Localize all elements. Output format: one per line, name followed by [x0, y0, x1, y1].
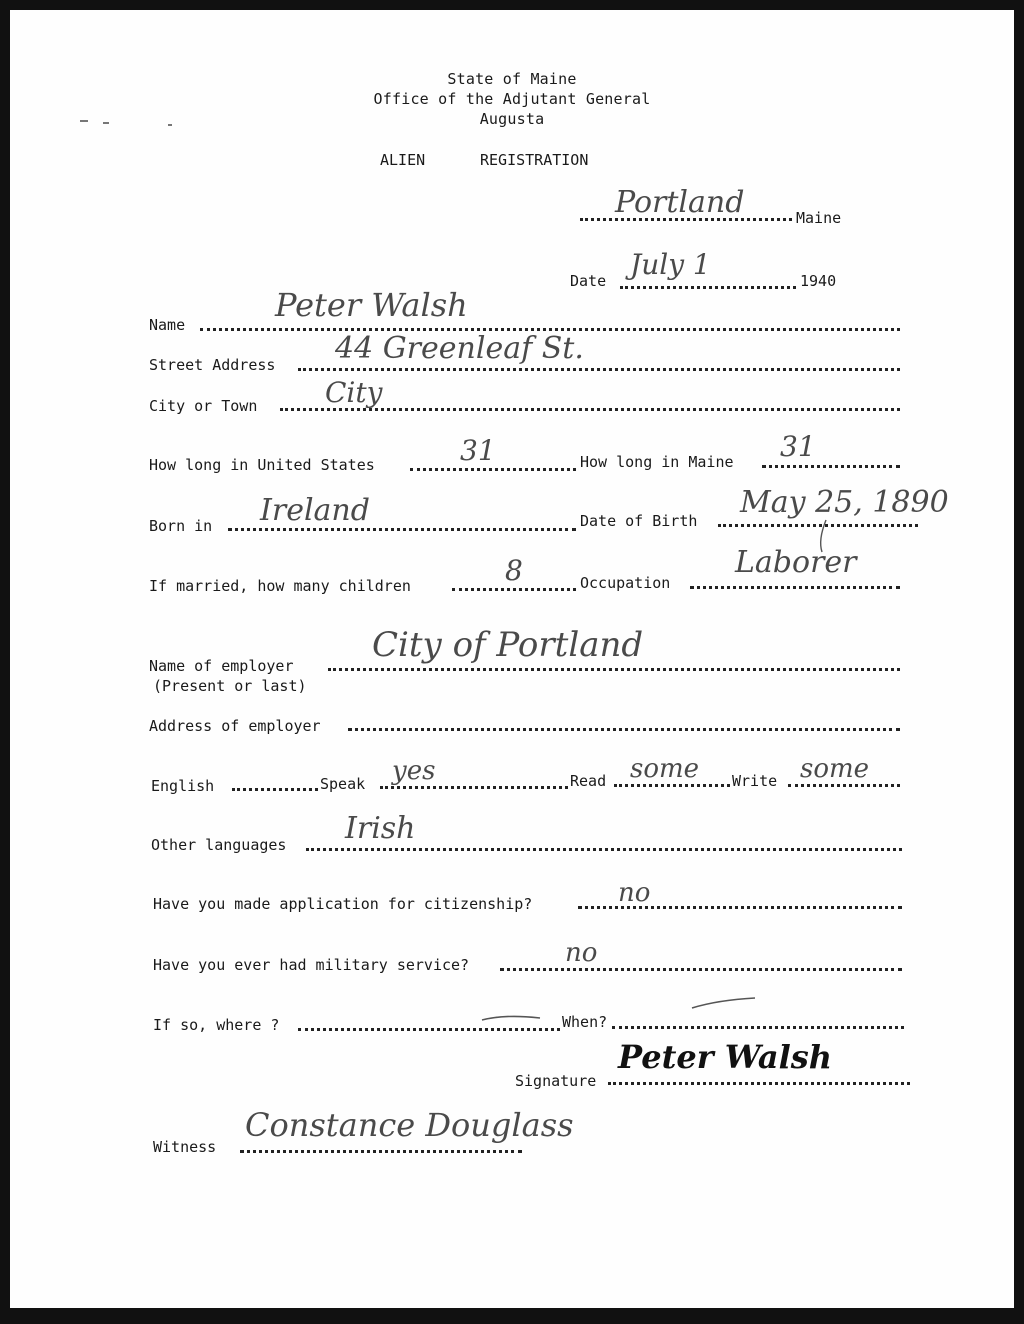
us-dots	[410, 468, 576, 471]
citizenship-label: Have you made application for citizenship?	[153, 895, 533, 913]
witness-value: Constance Douglass	[245, 1106, 574, 1144]
city-label: City or Town	[149, 397, 258, 415]
military-label: Have you ever had military service?	[153, 956, 470, 974]
read-value: some	[630, 754, 700, 784]
witness-label: Witness	[153, 1138, 217, 1156]
occupation-dots	[690, 586, 900, 589]
name-value: Peter Walsh	[275, 286, 468, 324]
header-city: Augusta	[479, 110, 545, 128]
title-alien: ALIEN	[380, 151, 426, 169]
date-year: 1940	[800, 272, 837, 290]
employer-address-label: Address of employer	[149, 717, 321, 735]
place-handwritten: Portland	[615, 185, 745, 220]
street-dots	[298, 368, 900, 371]
street-value: 44 Greenleaf St.	[335, 331, 584, 366]
born-dots	[228, 528, 576, 531]
us-value: 31	[460, 434, 496, 467]
write-value: some	[800, 754, 870, 784]
name-label: Name	[149, 316, 186, 334]
signature-dots	[608, 1082, 910, 1085]
other-lang-label: Other languages	[151, 836, 287, 854]
signature-label: Signature	[515, 1072, 597, 1090]
street-label: Street Address	[149, 356, 276, 374]
header-office: Office of the Adjutant General	[373, 90, 651, 108]
date-handwritten: July 1	[630, 248, 711, 281]
when-dots	[612, 1026, 904, 1029]
us-label: How long in United States	[149, 456, 375, 474]
employer-address-dots	[348, 728, 900, 731]
when-label: When?	[562, 1013, 608, 1031]
speak-label: Speak	[320, 775, 366, 793]
maine-dots	[762, 465, 900, 468]
speak-dots	[380, 786, 568, 789]
other-lang-dots	[306, 848, 902, 851]
employer-label: Name of employer	[149, 657, 294, 675]
occupation-label: Occupation	[580, 574, 671, 592]
employer-dots	[328, 668, 900, 671]
employer-sub-label: (Present or last)	[153, 677, 307, 695]
english-dots	[232, 788, 318, 791]
maine-value: 31	[780, 430, 816, 463]
dob-label: Date of Birth	[580, 512, 698, 530]
born-value: Ireland	[260, 493, 370, 528]
military-dots	[500, 968, 902, 971]
signature-value: Peter Walsh	[618, 1038, 833, 1076]
read-dots	[614, 784, 730, 787]
where-label: If so, where ?	[153, 1016, 280, 1034]
occupation-value: Laborer	[735, 545, 857, 580]
write-label: Write	[732, 772, 778, 790]
write-dots	[788, 784, 900, 787]
read-label: Read	[570, 772, 607, 790]
dob-value: May 25, 1890	[740, 485, 949, 520]
children-value: 8	[505, 554, 523, 587]
citizenship-value: no	[618, 878, 651, 908]
date-label: Date	[570, 272, 607, 290]
military-value: no	[565, 938, 598, 968]
maine-label: How long in Maine	[580, 453, 734, 471]
children-label: If married, how many children	[149, 577, 411, 595]
witness-dots	[240, 1150, 522, 1153]
english-label: English	[151, 777, 215, 795]
born-label: Born in	[149, 517, 213, 535]
city-value: City	[325, 376, 383, 409]
header-state: State of Maine	[447, 70, 577, 88]
place-suffix: Maine	[796, 209, 842, 227]
date-dots	[620, 286, 796, 289]
speak-value: yes	[392, 756, 436, 786]
title-registration: REGISTRATION	[480, 151, 589, 169]
where-dots	[298, 1028, 560, 1031]
dob-dots	[718, 524, 918, 527]
other-lang-value: Irish	[345, 811, 416, 846]
employer-value: City of Portland	[372, 625, 644, 665]
children-dots	[452, 588, 576, 591]
